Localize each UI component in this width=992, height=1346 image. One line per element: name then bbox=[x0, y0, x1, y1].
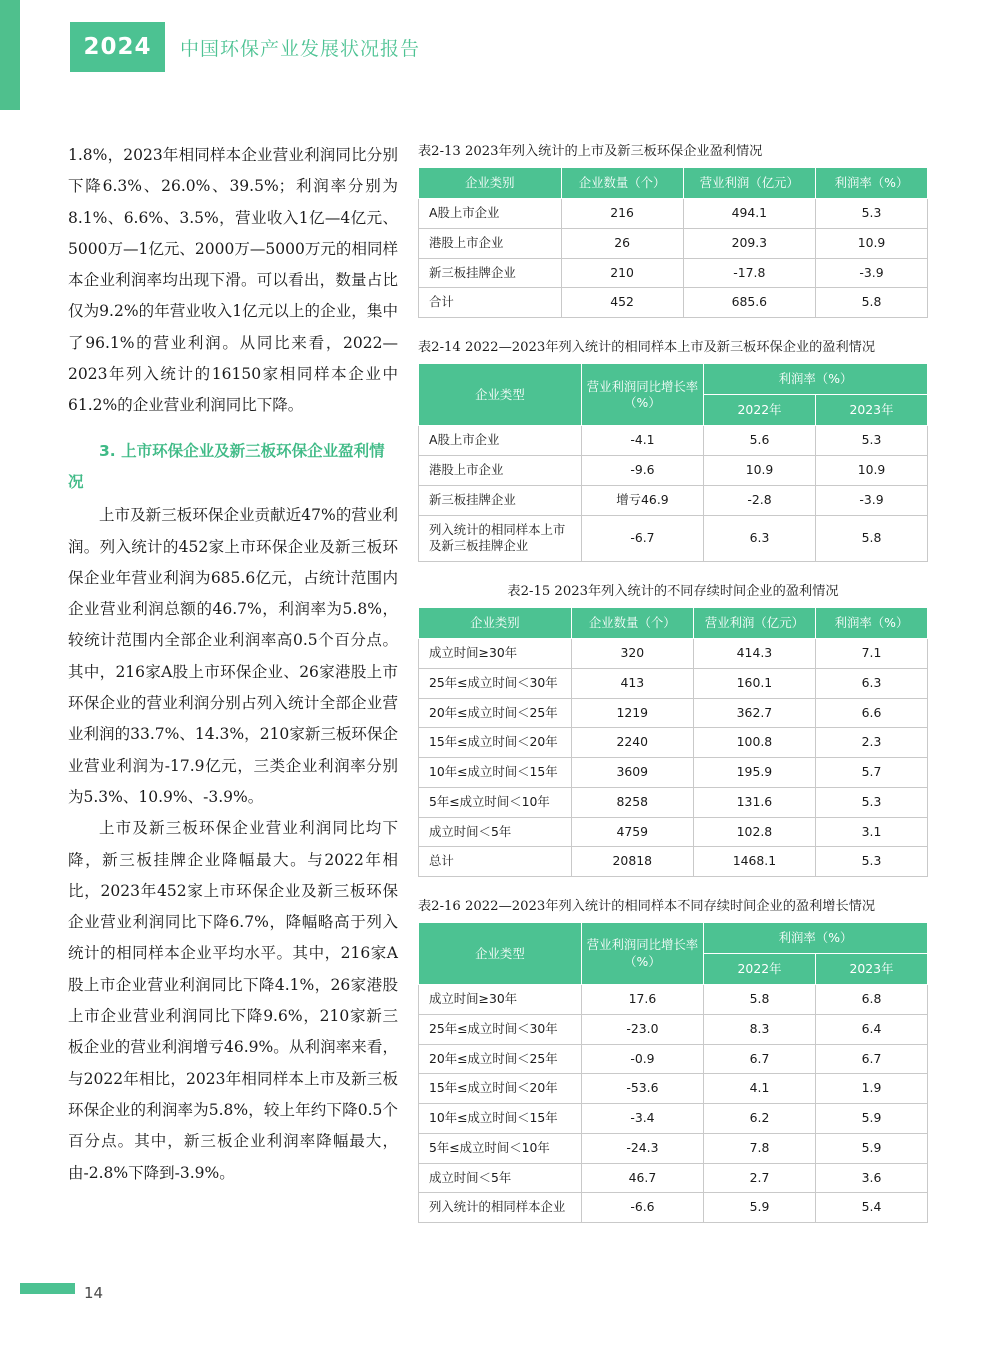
data-cell: 414.3 bbox=[693, 639, 815, 669]
data-cell: -23.0 bbox=[581, 1014, 703, 1044]
data-cell: 10.9 bbox=[816, 228, 928, 258]
row-label-cell: 20年≤成立时间＜25年 bbox=[419, 1044, 582, 1074]
data-cell: 7.1 bbox=[816, 639, 928, 669]
table-row bbox=[419, 1193, 928, 1223]
table-row bbox=[419, 515, 928, 561]
data-cell: 5.3 bbox=[816, 847, 928, 877]
table-row bbox=[419, 1104, 928, 1134]
header-year-badge bbox=[70, 22, 165, 72]
paragraph-3: 上市及新三板环保企业营业利润同比均下降，新三板挂牌企业降幅最大。与2022年相比，2023年452家上市环保企业及新三板环保企业营业利润同比下降6.7%，降幅略高于列入统计的相同样本企业平均水平。其中，216家A股上市企业营业利润同比下降4.1%，26家港股上市企业营业利润同比下降9.6%，210家新三板企业的营业利润增亏46.9%。从利润率来看，与2022年相比，2023年相同样本上市及新三板环保企业的利润率为5.8%，较上年约下降0.5个百分点。其中，新三板企业利润率降幅最大，由-2.8%下降到-3.9%。 bbox=[68, 819, 398, 1182]
table-block bbox=[418, 895, 928, 1223]
column-header: 营业利润（亿元） bbox=[683, 168, 815, 199]
data-cell: 5.7 bbox=[816, 758, 928, 788]
data-cell: -4.1 bbox=[581, 426, 703, 456]
data-cell: -2.8 bbox=[704, 485, 816, 515]
table-row bbox=[419, 668, 928, 698]
data-cell: 5.9 bbox=[816, 1133, 928, 1163]
row-label-cell: 5年≤成立时间＜10年 bbox=[419, 1133, 582, 1163]
table-caption: 表2-15 2023年列入统计的不同存续时间企业的盈利情况 bbox=[507, 583, 839, 599]
data-cell: -6.6 bbox=[581, 1193, 703, 1223]
data-cell: 685.6 bbox=[683, 288, 815, 318]
row-label-cell: 新三板挂牌企业 bbox=[419, 485, 582, 515]
data-cell: 195.9 bbox=[693, 758, 815, 788]
table-row bbox=[419, 199, 928, 229]
table-row bbox=[419, 985, 928, 1015]
column-header: 营业利润（亿元） bbox=[693, 607, 815, 638]
column-group-header: 利润率（%） bbox=[704, 922, 928, 953]
data-cell: 2240 bbox=[571, 728, 693, 758]
row-label-cell: 10年≤成立时间＜15年 bbox=[419, 1104, 582, 1134]
table-row bbox=[419, 787, 928, 817]
row-label-cell: 15年≤成立时间＜20年 bbox=[419, 728, 572, 758]
paragraph-2: 上市及新三板环保企业贡献近47%的营业利润。列入统计的452家上市环保企业及新三板环保企业年营业利润为685.6亿元，占统计范围内企业营业利润总额的46.7%，利润率为5.8%，较统计范围内全部企业利润率高0.5个百分点。其中，216家A股上市环保企业、26家港股上市环保企业的营业利润分别占列入统计全部企业营业利润的33.7%、14.3%，210家新三板环保企业营业利润为-17.9亿元，三类企业利润率分别为5.3%、10.9%、-3.9%。 bbox=[68, 506, 398, 806]
table-caption: 表2-14 2022—2023年列入统计的相同样本上市及新三板环保企业的盈利情况 bbox=[418, 340, 876, 356]
table-header-row bbox=[419, 607, 928, 638]
row-label-cell: 合计 bbox=[419, 288, 562, 318]
table-caption: 表2-16 2022—2023年列入统计的相同样本不同存续时间企业的盈利增长情况 bbox=[418, 898, 876, 914]
row-label-cell: 成立时间≥30年 bbox=[419, 639, 572, 669]
data-cell: 1219 bbox=[571, 698, 693, 728]
data-cell: 6.3 bbox=[704, 515, 816, 561]
table-row bbox=[419, 485, 928, 515]
header-accent-bar bbox=[0, 0, 20, 110]
column-header: 企业类型 bbox=[419, 364, 582, 426]
data-cell: 5.8 bbox=[704, 985, 816, 1015]
column-subheader: 2022年 bbox=[704, 395, 816, 426]
table-block bbox=[418, 580, 928, 877]
data-cell: 5.8 bbox=[816, 288, 928, 318]
data-table bbox=[418, 607, 928, 877]
data-cell: 5.6 bbox=[704, 426, 816, 456]
data-cell: 6.6 bbox=[816, 698, 928, 728]
table-row bbox=[419, 728, 928, 758]
data-cell: 5.9 bbox=[816, 1104, 928, 1134]
data-cell: 6.7 bbox=[816, 1044, 928, 1074]
data-cell: 10.9 bbox=[704, 456, 816, 486]
row-label-cell: 列入统计的相同样本上市及新三板挂牌企业 bbox=[419, 515, 582, 561]
data-cell: 8.3 bbox=[704, 1014, 816, 1044]
data-cell: 362.7 bbox=[693, 698, 815, 728]
column-header: 企业类别 bbox=[419, 607, 572, 638]
column-subheader: 2023年 bbox=[816, 954, 928, 985]
data-cell: 5.9 bbox=[704, 1193, 816, 1223]
data-cell: 102.8 bbox=[693, 817, 815, 847]
left-text-column bbox=[68, 140, 398, 1189]
data-cell: 6.8 bbox=[816, 985, 928, 1015]
table-row bbox=[419, 639, 928, 669]
data-cell: -3.4 bbox=[581, 1104, 703, 1134]
table-row bbox=[419, 228, 928, 258]
row-label-cell: 成立时间＜5年 bbox=[419, 817, 572, 847]
data-cell: 6.4 bbox=[816, 1014, 928, 1044]
row-label-cell: 成立时间≥30年 bbox=[419, 985, 582, 1015]
data-cell: 5.8 bbox=[816, 515, 928, 561]
tables-container bbox=[418, 140, 928, 1223]
data-cell: 3609 bbox=[571, 758, 693, 788]
data-cell: -0.9 bbox=[581, 1044, 703, 1074]
row-label-cell: 5年≤成立时间＜10年 bbox=[419, 787, 572, 817]
table-header-row bbox=[419, 364, 928, 395]
data-cell: 7.8 bbox=[704, 1133, 816, 1163]
column-header: 企业类型 bbox=[419, 922, 582, 984]
data-cell: 131.6 bbox=[693, 787, 815, 817]
table-row bbox=[419, 817, 928, 847]
row-label-cell: A股上市企业 bbox=[419, 426, 582, 456]
table-block bbox=[418, 336, 928, 562]
data-cell: -3.9 bbox=[816, 485, 928, 515]
data-cell: -24.3 bbox=[581, 1133, 703, 1163]
table-caption: 表2-13 2023年列入统计的上市及新三板环保企业盈利情况 bbox=[418, 144, 763, 159]
column-header: 营业利润同比增长率（%） bbox=[581, 922, 703, 984]
row-label-cell: 新三板挂牌企业 bbox=[419, 258, 562, 288]
table-row bbox=[419, 1014, 928, 1044]
table-row bbox=[419, 456, 928, 486]
row-label-cell: 列入统计的相同样本企业 bbox=[419, 1193, 582, 1223]
table-row bbox=[419, 1044, 928, 1074]
data-cell: 46.7 bbox=[581, 1163, 703, 1193]
data-cell: 452 bbox=[561, 288, 683, 318]
column-header: 企业数量（个） bbox=[571, 607, 693, 638]
row-label-cell: 25年≤成立时间＜30年 bbox=[419, 668, 572, 698]
data-cell: 增亏46.9 bbox=[581, 485, 703, 515]
table-row bbox=[419, 1163, 928, 1193]
column-header: 营业利润同比增长率（%） bbox=[581, 364, 703, 426]
data-cell: 494.1 bbox=[683, 199, 815, 229]
table-row bbox=[419, 1133, 928, 1163]
table-row bbox=[419, 758, 928, 788]
data-cell: 6.2 bbox=[704, 1104, 816, 1134]
footer-accent-bar bbox=[20, 1283, 75, 1294]
data-cell: 5.4 bbox=[816, 1193, 928, 1223]
data-cell: 5.3 bbox=[816, 199, 928, 229]
row-label-cell: 25年≤成立时间＜30年 bbox=[419, 1014, 582, 1044]
data-cell: 5.3 bbox=[816, 787, 928, 817]
column-header: 利润率（%） bbox=[816, 168, 928, 199]
data-cell: 216 bbox=[561, 199, 683, 229]
table-row bbox=[419, 847, 928, 877]
column-group-header: 利润率（%） bbox=[704, 364, 928, 395]
data-cell: 20818 bbox=[571, 847, 693, 877]
data-cell: 2.7 bbox=[704, 1163, 816, 1193]
data-cell: 17.6 bbox=[581, 985, 703, 1015]
data-cell: 26 bbox=[561, 228, 683, 258]
data-cell: 100.8 bbox=[693, 728, 815, 758]
data-cell: 160.1 bbox=[693, 668, 815, 698]
table-block bbox=[418, 140, 928, 318]
data-cell: 320 bbox=[571, 639, 693, 669]
data-cell: 209.3 bbox=[683, 228, 815, 258]
data-cell: -9.6 bbox=[581, 456, 703, 486]
data-cell: 4759 bbox=[571, 817, 693, 847]
data-cell: 8258 bbox=[571, 787, 693, 817]
column-header: 企业数量（个） bbox=[561, 168, 683, 199]
data-table bbox=[418, 167, 928, 318]
column-subheader: 2022年 bbox=[704, 954, 816, 985]
column-header: 企业类别 bbox=[419, 168, 562, 199]
right-tables-column bbox=[418, 140, 928, 1241]
data-cell: 6.7 bbox=[704, 1044, 816, 1074]
row-label-cell: 港股上市企业 bbox=[419, 456, 582, 486]
row-label-cell: 总计 bbox=[419, 847, 572, 877]
data-cell: 2.3 bbox=[816, 728, 928, 758]
table-row bbox=[419, 426, 928, 456]
data-cell: 3.6 bbox=[816, 1163, 928, 1193]
data-cell: 10.9 bbox=[816, 456, 928, 486]
row-label-cell: 15年≤成立时间＜20年 bbox=[419, 1074, 582, 1104]
data-table bbox=[418, 922, 928, 1223]
table-row bbox=[419, 1074, 928, 1104]
row-label-cell: 港股上市企业 bbox=[419, 228, 562, 258]
data-cell: -6.7 bbox=[581, 515, 703, 561]
data-cell: 5.3 bbox=[816, 426, 928, 456]
table-header-row bbox=[419, 922, 928, 953]
row-label-cell: A股上市企业 bbox=[419, 199, 562, 229]
data-cell: 3.1 bbox=[816, 817, 928, 847]
data-cell: 6.3 bbox=[816, 668, 928, 698]
page-header bbox=[0, 0, 992, 110]
data-cell: 1468.1 bbox=[693, 847, 815, 877]
column-subheader: 2023年 bbox=[816, 395, 928, 426]
data-cell: 210 bbox=[561, 258, 683, 288]
data-cell: -3.9 bbox=[816, 258, 928, 288]
data-cell: 4.1 bbox=[704, 1074, 816, 1104]
row-label-cell: 10年≤成立时间＜15年 bbox=[419, 758, 572, 788]
row-label-cell: 20年≤成立时间＜25年 bbox=[419, 698, 572, 728]
table-row bbox=[419, 258, 928, 288]
column-header: 利润率（%） bbox=[816, 607, 928, 638]
header-year-label: 2024 bbox=[83, 34, 152, 60]
data-cell: -17.8 bbox=[683, 258, 815, 288]
data-table bbox=[418, 363, 928, 562]
header-title: 中国环保产业发展状况报告 bbox=[180, 38, 421, 60]
data-cell: -53.6 bbox=[581, 1074, 703, 1104]
data-cell: 413 bbox=[571, 668, 693, 698]
table-row bbox=[419, 698, 928, 728]
table-row bbox=[419, 288, 928, 318]
section-heading: 3. 上市环保企业及新三板环保企业盈利情况 bbox=[68, 441, 385, 491]
paragraph-1: 1.8%，2023年相同样本企业营业利润同比分别下降6.3%、26.0%、39.5%；利润率分别为8.1%、6.6%、3.5%，营业收入1亿—4亿元、5000万—1亿元、2000万—5000万元的相同样本企业利润率均出现下滑。可以看出，数量占比仅为9.2%的年营业收入1亿元以上的企业，集中了96.1%的营业利润。从同比来看，2022—2023年列入统计的16150家相同样本企业中61.2%的企业营业利润同比下降。 bbox=[68, 146, 398, 415]
table-header-row bbox=[419, 168, 928, 199]
data-cell: 1.9 bbox=[816, 1074, 928, 1104]
page-number: 14 bbox=[84, 1284, 104, 1302]
row-label-cell: 成立时间＜5年 bbox=[419, 1163, 582, 1193]
